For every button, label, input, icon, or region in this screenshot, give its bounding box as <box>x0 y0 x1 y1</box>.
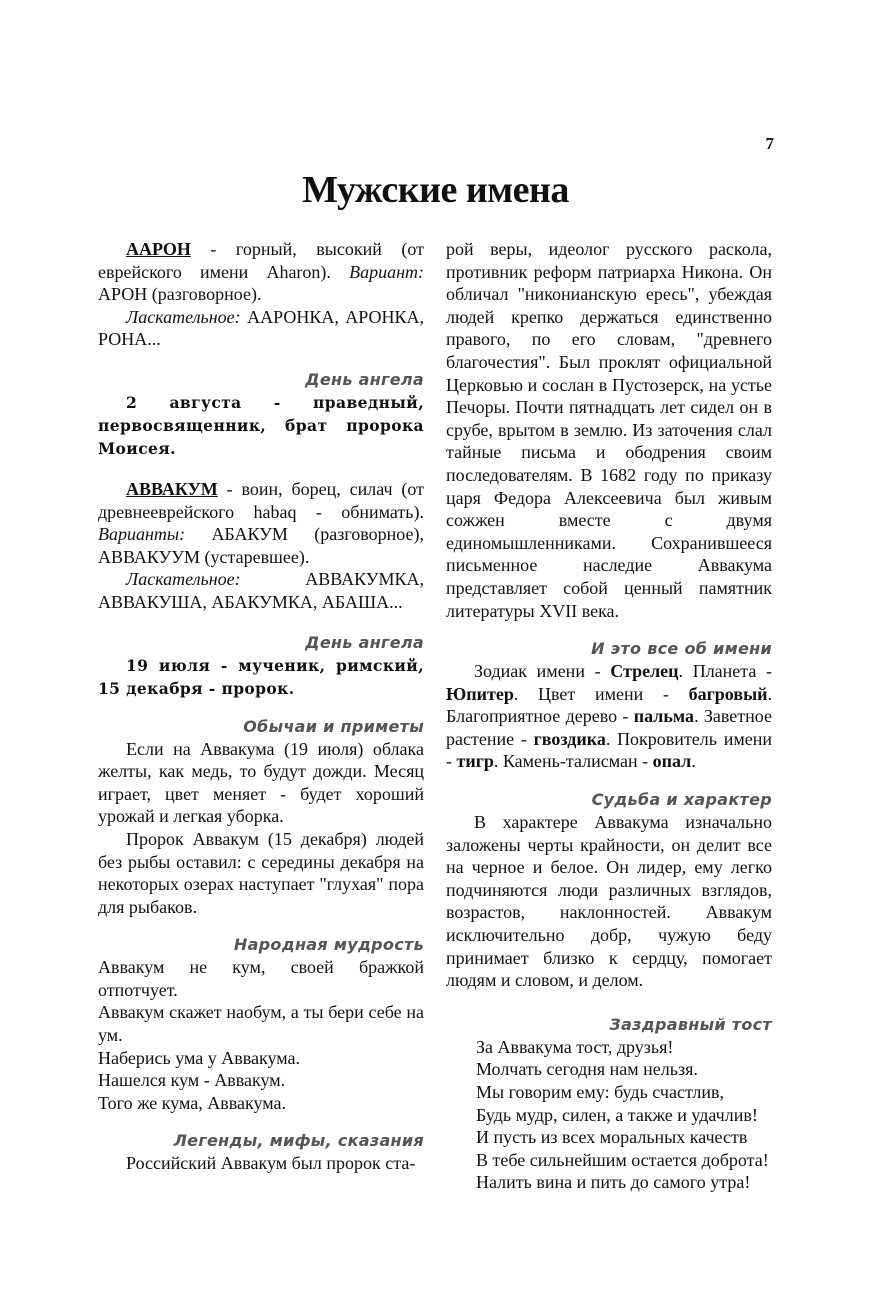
poem-line: Налить вина и пить до самого утра! <box>476 1172 751 1193</box>
proverb: Наберись ума у Аввакума. <box>98 1047 301 1068</box>
customs-paragraph-1: Если на Аввакума (19 июля) облака желты, как медь, то будут дожди. Месяц играет, цвет меняет - будет хороший урожай и легкая уборка. <box>98 738 424 827</box>
toast-heading: Заздравный тост <box>609 1014 772 1034</box>
avvakum-entry: АВВАКУМ - воин, борец, силач (от древнееврейского habaq - обнимать). Варианты: АБАКУМ (разговорное), АВВАКУУМ (устаревшее). <box>98 478 424 567</box>
right-column <box>446 238 772 1194</box>
aaron-angel-day: 2 августа - праведный, первосвященник, брат пророка Моисея. <box>98 392 424 458</box>
poem-line: В тебе сильнейшим остается доброта! <box>476 1149 769 1170</box>
fate-paragraph: В характере Аввакума изначально заложены черты крайности, он делит все на черное и белое. Он лидер, ему легко подчиняются люди различных взглядов, возрастов, наклонностей. Аввакум исключительно добр, чужую беду принимает близко к сердцу, помогает людям и словом, и делом. <box>446 812 772 991</box>
color-value: багровый <box>688 683 768 704</box>
poem-line: И пусть из всех моральных качеств <box>476 1127 748 1148</box>
page-number: 7 <box>765 134 774 153</box>
tree-value: пальма <box>633 706 695 727</box>
aaron-entry: ААРОН - горный, высокий (от еврейского имени Aharon). Вариант: АРОН (разговорное). <box>98 239 424 305</box>
poem-line: Молчать сегодня нам нельзя. <box>476 1059 698 1080</box>
planet-value: Юпитер <box>446 683 514 704</box>
avvakum-angel-heading: День ангела <box>305 632 424 652</box>
proverb: Аввакум не кум, своей бражкой отпотчует. <box>98 957 424 1000</box>
avvakum-affectionate: Ласкательное: АВВАКУМКА, АВВАКУША, АБАКУМКА, АБАША... <box>98 569 424 612</box>
aaron-angel-heading: День ангела <box>305 369 424 389</box>
legends-heading: Легенды, мифы, сказания <box>173 1131 424 1151</box>
page-title: Мужские имена <box>302 169 569 211</box>
poem-line: Мы говорим ему: будь счастлив, <box>476 1082 724 1102</box>
proverb: Того же кума, Аввакума. <box>98 1092 287 1113</box>
proverb: Аввакум скажет наобум, а ты бери себе на ум. <box>98 1002 424 1046</box>
customs-paragraph-2: Пророк Аввакум (15 декабря) людей без рыбы оставил: с середины декабря на некоторых озерах наступает "глухая" пора для рыбаков. <box>98 828 424 917</box>
proverb: Нашелся кум - Аввакум. <box>98 1070 286 1091</box>
all-about-name-text: Зодиак имени - Стрелец. Планета - Юпитер. Цвет имени - багровый. Благоприятное дерево - пальма. Заветное растение - гвоздика. Покровитель имени - тигр. Камень-талисман - опал. <box>446 661 773 772</box>
plant-value: гвоздика <box>533 728 606 749</box>
aaron-name: ААРОН <box>126 239 191 259</box>
avvakum-angel-day: 19 июля - мученик, римский, 15 декабря - пророк. <box>98 655 424 698</box>
avvakum-name: АВВАКУМ <box>126 478 218 499</box>
zodiac-value: Стрелец <box>610 661 679 682</box>
left-column <box>98 238 424 1175</box>
all-about-name-heading: И это все об имени <box>591 639 772 659</box>
customs-heading: Обычаи и приметы <box>243 716 424 736</box>
poem-line: За Аввакума тост, друзья! <box>476 1036 674 1057</box>
legends-paragraph-cont: рой веры, идеолог русского раскола, противник реформ патриарха Никона. Он обличал "никонианскую ересь", убеждая людей крепко держаться единственно правого, по его словам, "древнего благочестия". Был проклят официальной Церковью и сослан в Пустозерск, на устье Печоры. Почти пятнадцать лет сидел он в срубе, врытом в землю. Из заточения слал тайные письма и ободрения своим последователям. В 1682 году по приказу царя Федора Алексеевича был живым сожжен вместе с двумя единомышленниками. Сохранившееся письменное наследие Аввакума представляет собой ценный памятник литературы XVII века. <box>446 239 772 621</box>
aaron-affectionate: Ласкательное: ААРОНКА, АРОНКА, РОНА... <box>98 306 424 350</box>
toast-poem <box>446 1036 772 1194</box>
patron-value: тигр <box>456 751 494 772</box>
poem-line: Будь мудр, силен, а также и удачлив! <box>476 1104 758 1125</box>
legends-paragraph-start: Российский Аввакум был пророк ста- <box>126 1153 416 1174</box>
wisdom-heading: Народная мудрость <box>233 935 424 955</box>
fate-heading: Судьба и характер <box>591 790 772 810</box>
stone-value: опал <box>652 751 692 772</box>
